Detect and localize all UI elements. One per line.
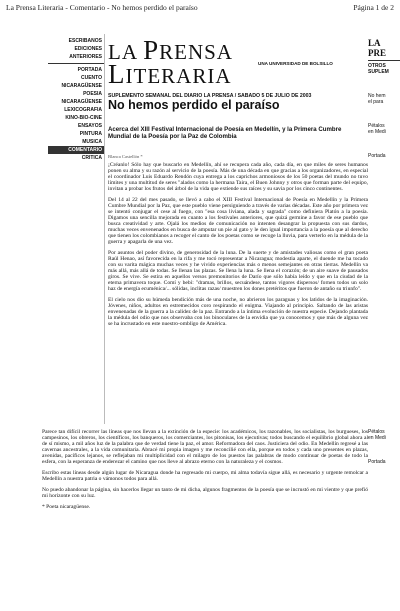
paragraph-4: El cielo nos dio su húmeda bendición más de una noche, no abrieron los paraguas y los latidos de la imaginación. Jóvenes, niños, adultos en estremecidos coro respirando el enigma. Viajando al principio. Saltando de las aristas envenenadas de la guerra a la calidez de la paz. Entrando a la íntima evolución de nuestra especie. Dejando plantada la médula del odio que nos observaba con los binoculares de la envidia que ya conocemos y que más de alguna vez se ha incrustado en este nuestro-ombligo de América. <box>108 297 368 327</box>
right-divider <box>368 60 400 61</box>
paragraph-6: Escribo estas líneas desde algún lugar de Nicaragua donde ha regresado mi cuerpo, mi alma todavía sigue allá, es necesario y urgente remolcar a Medellín a nuestra patria o vámonos todos para allá. <box>42 470 368 482</box>
paragraph-5: Parece tan difícil recorrer las líneas que nos llevan a la extinción de la especie: los académicos, los razonables, los socialistas, los burgueses, los campesinos, los obreros, los científicos, los banqueros, los comerciantes, los pitonisas, los ejecutivas; todos buscando el equilibrio global ahora al de sí mismo, a mil años luz de la palabra que de verdad tiene la paz, el amor. Reformadora del caos. Justiciera del odio. En Medellín regresé a las cavernas ancestrales, a la vida comunitaria. Abracé mi propia imagen y me reconcilié con ella, porque en todos y cada uno presentes en plazas, avenidas, pacíficos lejanos, se reflejaban mi multiplicidad con el milagro de los puestos las palabras de modo continuar de poetas de todo la esfera, con la esperanza de enderezar el camino que nos lleve al abrazo eterno con la naturaleza y el cosmos. <box>42 429 368 465</box>
masthead-logo[interactable]: LA PRENSA LITERARIA <box>108 35 232 89</box>
article-body <box>108 162 368 332</box>
nav-escribanos[interactable]: ESCRIBANOS <box>68 38 102 44</box>
paragraph-3: Por asuntos del poder divino, de generosidad de la luna. De la suerte y de amistades valiosas como el gran poeta Raúl Henao, así favorecida en la rifa y me tocó representar a Nicaragua; modestia aparte, el duende me ha tocado con su varita mágica muchas veces y he vivido experiencias más o menos semejantes en otras tierras. Medellín va más allá, más allá de todas. Se llenan las plazas. Se llena la luna. Se llena el corazón; de un aire suave de pausados giros. Se vive. Se estira en aquellos versos premonitorios de Darío que sólo había leído y que en la ciudad de la eterna primavera toque. Comí y bebí: "dramas, brillos, secuándese, tantos vigores dispersos/ fornen todos un solo haz de energía ecuménica/... sólidas, inclitas razas/ muestren los dones pretéritos que fueron de antaño su triunfo". <box>108 250 368 292</box>
masthead-tagline: SUPLEMENTO SEMANAL DEL DIARIO LA PRENSA / SABADO 5 DE JULIO DE 2003 <box>108 93 312 99</box>
right-link-4b[interactable]: en Medi <box>368 435 386 441</box>
column-divider <box>104 34 105 424</box>
print-title: La Prensa Literaria - Comentario - No hemos perdido el paraíso <box>6 3 198 12</box>
masthead-subtitle: UNA UNIVERSIDAD DE BOLSILLO <box>258 61 333 66</box>
nav-pintura[interactable]: PINTURA <box>79 131 102 137</box>
nav-ensayos[interactable]: ENSAYOS <box>78 123 102 129</box>
nav-poesia-nic[interactable]: NICARAGÜENSE <box>61 99 102 105</box>
right-portada-1[interactable]: Portada <box>368 153 386 159</box>
right-link-2a[interactable]: Pétalos <box>368 123 385 129</box>
nav-cuento[interactable]: CUENTO <box>80 75 102 81</box>
print-header <box>0 0 400 14</box>
right-link-1a[interactable]: No hem <box>368 93 386 99</box>
right-sidebar <box>368 38 400 465</box>
article-title: No hemos perdido el paraíso <box>108 98 280 112</box>
nav-lexicografia[interactable]: LEXICOGRAFIA <box>64 107 102 113</box>
nav-kino[interactable]: KINO-BIO-CINE <box>65 115 102 121</box>
page-number: Página 1 de 2 <box>353 3 394 12</box>
article-lead: Acerca del XIII Festival Internacional de Poesía en Medellín, y la Primera Cumbre Mundial de la Poesía por la Paz de Colombia <box>108 126 342 141</box>
right-portada-2[interactable]: Portada <box>368 459 386 465</box>
right-otros[interactable]: OTROS <box>368 63 386 69</box>
right-logo: LA PRE <box>368 38 386 58</box>
masthead <box>108 35 358 99</box>
footnote: * Poeta nicaragüense. <box>42 504 91 510</box>
paragraph-7: No puedo abandonar la página, sin hacerlos llegar un tanto de mi dicha, algunos fragmentos de la poesía que se incrustó en mi vientre y que prefió mi horizonte con su luz. <box>42 487 368 499</box>
section-nav <box>48 37 104 162</box>
nav-critica[interactable]: CRITICA <box>81 155 102 161</box>
nav-comentario[interactable]: COMENTARIO <box>48 146 104 154</box>
right-link-1b[interactable]: el para <box>368 99 384 105</box>
right-suplem[interactable]: SUPLEM <box>368 69 389 75</box>
article-author: Blanca Castellón * <box>108 154 143 159</box>
article-body-wide <box>42 429 368 515</box>
nav-anteriores[interactable]: ANTERIORES <box>69 54 102 60</box>
paragraph-2: Del 14 al 22 del mes pasado, se llevó a cabo el XIII Festival Internacional de Poesía en Medellín y la Primera Cumbre Mundial por la Paz, que este pueblo viene persiguiendo a través de varias décadas. Este año por primera vez se intentó conjugar el cese al fuego, con "esa cosa liviana, alada y sagrada" como definiera Platón a la poesía. Digamos una sencilla mejorada en cuanto a los festivales anteriores, que quizá germine a favor de ese pueblo que busca creatividad y arte. Ojalá los medios de comunicación no intenten desangrar la propuesta con sus dardos, muchas veces envenenados en busca de amputar un pie al gato y le den igual importancia a la poesía que al derecho que tienen los colombianos a recoger el canto de los poetas como se recoge la lluvia, para verterlo en la médula de la guerra y apagarla de una vez. <box>108 197 368 245</box>
page <box>0 14 400 611</box>
nav-divider <box>48 63 104 64</box>
right-link-2b[interactable]: en Medi <box>368 129 386 135</box>
nav-cuento-nic[interactable]: NICARAGÜENSE <box>61 83 102 89</box>
paragraph-1: ¡Créanlo! Sólo hay que buscarlo en Medellín, ahí se recupera cada año, cada día, en que miles de seres humanos ponen su alma y su razón al servicio de la poesía. Más de una década en que gracias a los organizadores, en especial el coordinador Luis Eduardo Rendón cuya entrega a los caprichos armoniosos de los 50 poetas del mundo no tuvo límites y una multitud de seres "alados como la hermana Taira, el Buen Johnny y otros que forman parte del equipo, invitan a probar los frutos del árbol de la vida que extiende sus raíces y su savia por los cinco continentes. <box>108 162 368 192</box>
nav-musica[interactable]: MUSICA <box>82 139 102 145</box>
right-link-4a[interactable]: Pétalos <box>368 429 385 435</box>
nav-poesia[interactable]: POESIA <box>83 91 102 97</box>
nav-ediciones[interactable]: EDICIONES <box>74 46 102 52</box>
nav-portada[interactable]: PORTADA <box>77 67 102 73</box>
